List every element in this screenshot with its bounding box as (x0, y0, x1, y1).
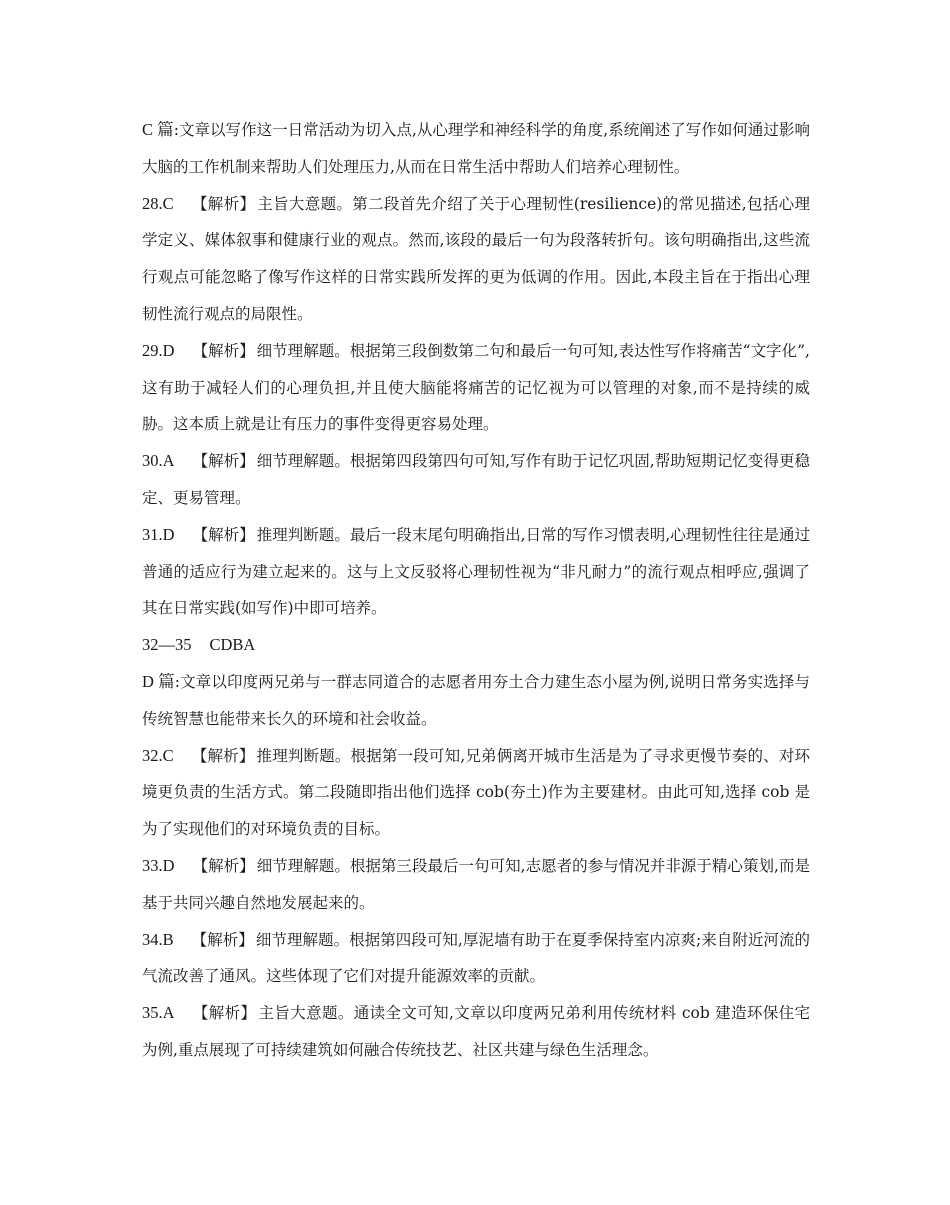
answer-key: CDBA (209, 635, 256, 655)
question-number: 28.C (142, 193, 174, 213)
explanation-text: 主旨大意题。通读全文可知,文章以印度两兄弟利用传统材料 cob 建造环保住宅为例,重点展现了可持续建筑如何融合传统技艺、社区共建与绿色生活理念。 (142, 1004, 810, 1059)
question-32-explanation (142, 738, 810, 848)
analysis-tag: 【解析】 (192, 1004, 257, 1023)
passage-d-summary (142, 664, 810, 738)
analysis-tag: 【解析】 (192, 525, 255, 544)
question-number: 30.A (142, 451, 175, 471)
question-number: 31.D (142, 524, 175, 544)
answer-explanation-page (142, 112, 810, 1069)
analysis-tag: 【解析】 (192, 856, 255, 875)
explanation-text: 推理判断题。根据第一段可知,兄弟俩离开城市生活是为了寻求更慢节奏的、对环境更负责的生活方式。第二段随即指出他们选择 cob(夯土)作为主要建材。由此可知,选择 cob 是为了实现他们的对环境负责的目标。 (142, 746, 810, 839)
question-28-explanation (142, 186, 810, 333)
question-31-explanation (142, 517, 810, 627)
question-number: 35.A (142, 1003, 175, 1023)
explanation-text: 主旨大意题。第二段首先介绍了关于心理韧性(resilience)的常见描述,包括心理学定义、媒体叙事和健康行业的观点。然而,该段的最后一句为段落转折句。该句明确指出,这些流行观点可能忽略了像写作这样的日常实践所发挥的更为低调的作用。因此,本段主旨在于指出心理韧性流行观点的局限性。 (142, 194, 810, 323)
explanation-text: 推理判断题。最后一段末尾句明确指出,日常的写作习惯表明,心理韧性往往是通过普通的适应行为建立起来的。这与上文反驳将心理韧性视为“非凡耐力”的流行观点相呼应,强调了其在日常实践(如写作)中即可培养。 (142, 525, 810, 618)
analysis-tag: 【解析】 (192, 452, 255, 471)
question-33-explanation (142, 848, 810, 922)
question-34-explanation (142, 922, 810, 996)
explanation-text: 细节理解题。根据第三段倒数第二句和最后一句可知,表达性写作将痛苦“文字化”,这有助于减轻人们的心理负担,并且使大脑能将痛苦的记忆视为可以管理的对象,而不是持续的威胁。这本质上就是让有压力的事件变得更容易处理。 (142, 341, 810, 434)
passage-c-summary (142, 112, 810, 186)
question-30-explanation (142, 443, 810, 517)
question-number: 34.B (142, 929, 174, 949)
question-number: 29.D (142, 340, 175, 360)
passage-summary-text: :文章以印度两兄弟与一群志同道合的志愿者用夯土合力建生态小屋为例,说明日常务实选择与传统智慧也能带来长久的环境和社会收益。 (142, 672, 810, 728)
question-number: 33.D (142, 855, 175, 875)
analysis-tag: 【解析】 (191, 930, 254, 949)
analysis-tag: 【解析】 (192, 341, 255, 360)
passage-summary-text: :文章以写作这一日常活动为切入点,从心理学和神经科学的角度,系统阐述了写作如何通过影响大脑的工作机制来帮助人们处理压力,从而在日常生活中帮助人们培养心理韧性。 (142, 121, 810, 176)
question-29-explanation (142, 333, 810, 443)
explanation-text: 细节理解题。根据第三段最后一句可知,志愿者的参与情况并非源于精心策划,而是基于共同兴趣自然地发展起来的。 (142, 856, 810, 912)
passage-label: C 篇 (142, 120, 174, 139)
explanation-text: 细节理解题。根据第四段可知,厚泥墙有助于在夏季保持室内凉爽;来自附近河流的气流改善了通风。这些体现了它们对提升能源效率的贡献。 (142, 930, 810, 986)
passage-label: D 篇 (142, 671, 175, 691)
answers-32-35 (142, 627, 810, 664)
answer-range: 32—35 (142, 635, 192, 655)
question-35-explanation (142, 995, 810, 1069)
question-number: 32.C (142, 745, 174, 765)
explanation-text: 细节理解题。根据第四段第四句可知,写作有助于记忆巩固,帮助短期记忆变得更稳定、更易管理。 (142, 452, 810, 507)
analysis-tag: 【解析】 (191, 746, 255, 765)
analysis-tag: 【解析】 (191, 194, 256, 213)
